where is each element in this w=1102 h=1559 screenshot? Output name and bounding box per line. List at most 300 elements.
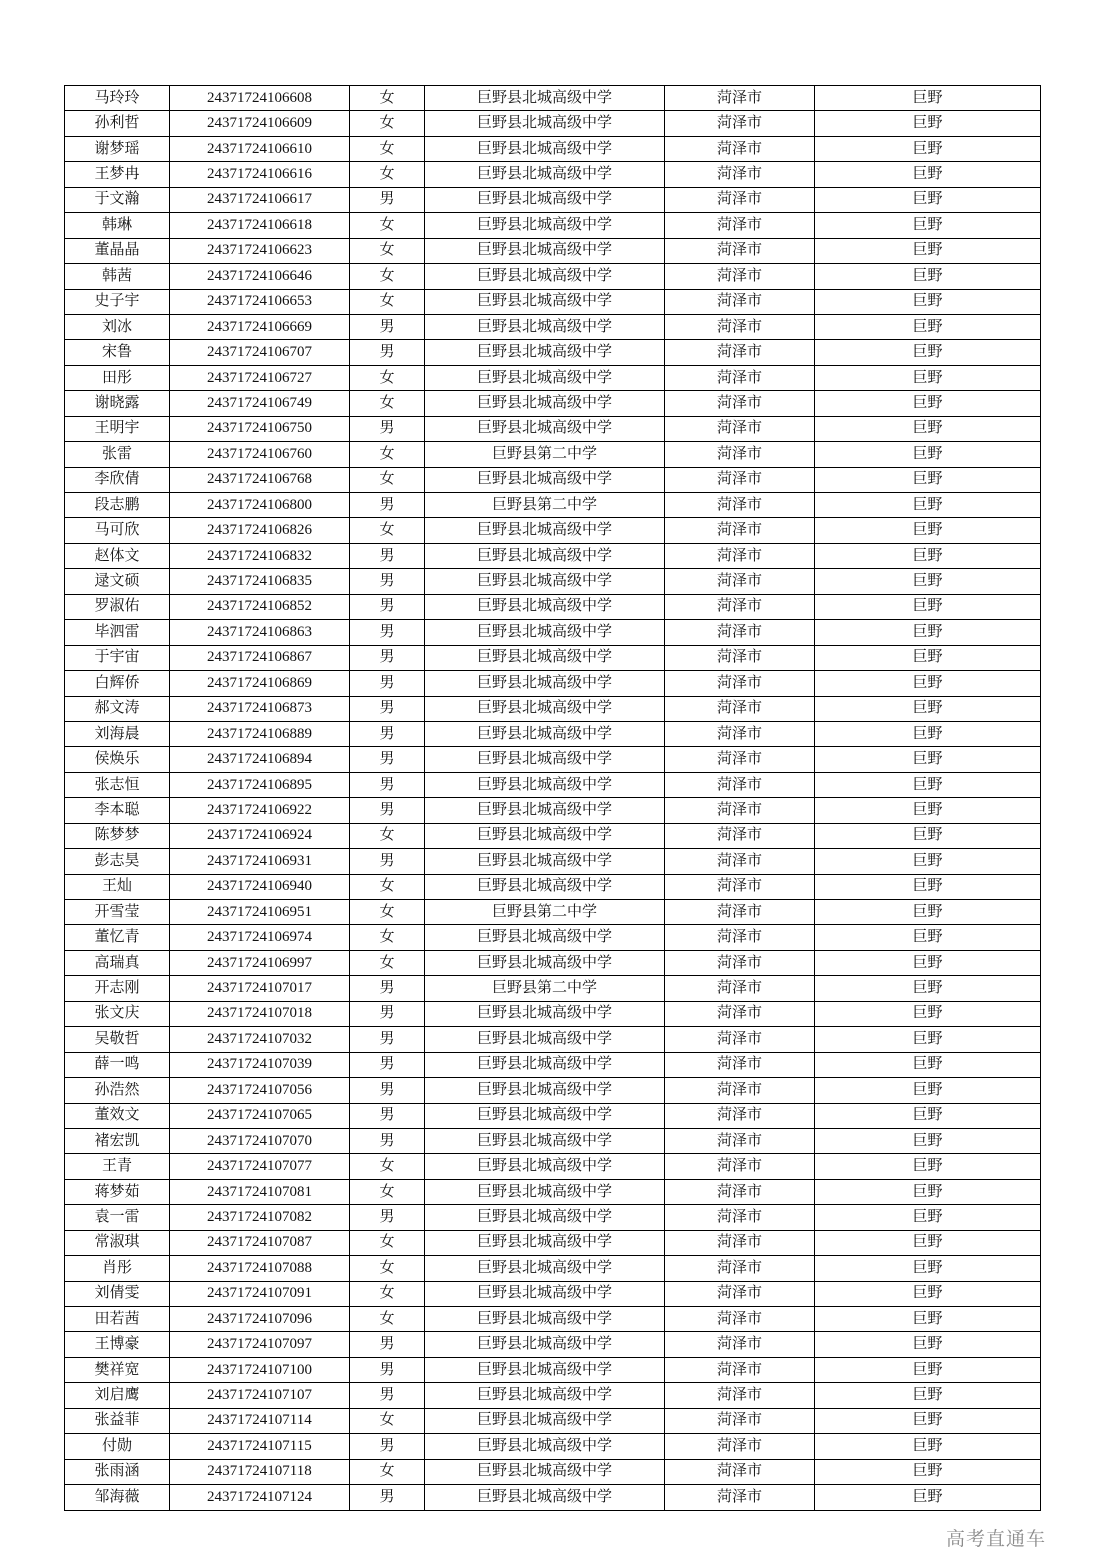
cell-gender: 女 [350,264,425,289]
cell-city: 菏泽市 [665,1103,815,1128]
cell-city: 菏泽市 [665,365,815,390]
cell-school: 巨野县北城高级中学 [425,467,665,492]
cell-school: 巨野县北城高级中学 [425,772,665,797]
cell-city: 菏泽市 [665,1307,815,1332]
cell-exam_number: 24371724106800 [170,493,350,518]
cell-county: 巨野 [815,111,1041,136]
cell-city: 菏泽市 [665,1332,815,1357]
cell-city: 菏泽市 [665,289,815,314]
cell-school: 巨野县北城高级中学 [425,1383,665,1408]
cell-county: 巨野 [815,213,1041,238]
cell-exam_number: 24371724107097 [170,1332,350,1357]
cell-gender: 女 [350,391,425,416]
cell-school: 巨野县北城高级中学 [425,391,665,416]
cell-city: 菏泽市 [665,696,815,721]
cell-exam_number: 24371724106895 [170,772,350,797]
cell-school: 巨野县第二中学 [425,442,665,467]
cell-gender: 男 [350,1383,425,1408]
cell-city: 菏泽市 [665,1154,815,1179]
cell-exam_number: 24371724107070 [170,1128,350,1153]
cell-exam_number: 24371724107017 [170,976,350,1001]
table-row [65,86,1041,111]
cell-gender: 男 [350,976,425,1001]
cell-county: 巨野 [815,1408,1041,1433]
cell-gender: 女 [350,365,425,390]
cell-county: 巨野 [815,1205,1041,1230]
table-row [65,620,1041,645]
cell-school: 巨野县北城高级中学 [425,594,665,619]
cell-name: 邹海薇 [65,1485,170,1511]
cell-county: 巨野 [815,365,1041,390]
cell-city: 菏泽市 [665,620,815,645]
cell-exam_number: 24371724107118 [170,1459,350,1484]
table-row [65,1205,1041,1230]
cell-name: 宋鲁 [65,340,170,365]
cell-school: 巨野县北城高级中学 [425,340,665,365]
cell-school: 巨野县北城高级中学 [425,823,665,848]
cell-city: 菏泽市 [665,721,815,746]
cell-name: 刘启鹰 [65,1383,170,1408]
cell-name: 袁一雷 [65,1205,170,1230]
cell-gender: 女 [350,874,425,899]
cell-school: 巨野县北城高级中学 [425,950,665,975]
cell-name: 于文瀚 [65,187,170,212]
cell-county: 巨野 [815,238,1041,263]
cell-school: 巨野县北城高级中学 [425,1434,665,1459]
table-row [65,696,1041,721]
cell-school: 巨野县北城高级中学 [425,162,665,187]
cell-exam_number: 24371724106707 [170,340,350,365]
cell-city: 菏泽市 [665,798,815,823]
cell-gender: 男 [350,340,425,365]
cell-school: 巨野县北城高级中学 [425,314,665,339]
table-row [65,1027,1041,1052]
cell-school: 巨野县北城高级中学 [425,111,665,136]
cell-gender: 男 [350,594,425,619]
cell-city: 菏泽市 [665,543,815,568]
cell-gender: 男 [350,187,425,212]
cell-city: 菏泽市 [665,213,815,238]
cell-name: 逯文硕 [65,569,170,594]
cell-county: 巨野 [815,925,1041,950]
cell-exam_number: 24371724107096 [170,1307,350,1332]
cell-county: 巨野 [815,1332,1041,1357]
cell-exam_number: 24371724106931 [170,849,350,874]
cell-school: 巨野县北城高级中学 [425,1459,665,1484]
cell-exam_number: 24371724106609 [170,111,350,136]
cell-name: 张雨涵 [65,1459,170,1484]
cell-county: 巨野 [815,1256,1041,1281]
cell-county: 巨野 [815,823,1041,848]
cell-gender: 男 [350,1434,425,1459]
table-row [65,747,1041,772]
table-row [65,772,1041,797]
cell-gender: 女 [350,238,425,263]
cell-county: 巨野 [815,874,1041,899]
table-row [65,1408,1041,1433]
cell-city: 菏泽市 [665,1434,815,1459]
cell-exam_number: 24371724106760 [170,442,350,467]
cell-county: 巨野 [815,772,1041,797]
cell-school: 巨野县北城高级中学 [425,1408,665,1433]
cell-city: 菏泽市 [665,86,815,111]
table-row [65,187,1041,212]
table-row [65,1459,1041,1484]
cell-exam_number: 24371724106974 [170,925,350,950]
table-row [65,1332,1041,1357]
cell-gender: 男 [350,1001,425,1026]
cell-school: 巨野县北城高级中学 [425,849,665,874]
cell-name: 蒋梦茹 [65,1179,170,1204]
cell-city: 菏泽市 [665,136,815,161]
cell-gender: 女 [350,213,425,238]
table-row [65,645,1041,670]
table-row [65,340,1041,365]
table-row [65,238,1041,263]
table-row [65,1103,1041,1128]
table-row [65,213,1041,238]
cell-name: 李欣倩 [65,467,170,492]
cell-gender: 男 [350,1205,425,1230]
cell-city: 菏泽市 [665,594,815,619]
table-row [65,136,1041,161]
cell-gender: 女 [350,900,425,925]
cell-exam_number: 24371724106873 [170,696,350,721]
cell-gender: 男 [350,645,425,670]
cell-gender: 女 [350,950,425,975]
cell-gender: 女 [350,136,425,161]
cell-city: 菏泽市 [665,1027,815,1052]
cell-exam_number: 24371724106608 [170,86,350,111]
cell-exam_number: 24371724106768 [170,467,350,492]
cell-county: 巨野 [815,1383,1041,1408]
cell-gender: 男 [350,1128,425,1153]
cell-school: 巨野县北城高级中学 [425,696,665,721]
cell-exam_number: 24371724106750 [170,416,350,441]
cell-city: 菏泽市 [665,1383,815,1408]
cell-name: 罗淑佑 [65,594,170,619]
cell-gender: 男 [350,1052,425,1077]
cell-school: 巨野县北城高级中学 [425,264,665,289]
table-row [65,1256,1041,1281]
cell-name: 常淑琪 [65,1230,170,1255]
cell-exam_number: 24371724106867 [170,645,350,670]
cell-name: 张益菲 [65,1408,170,1433]
cell-school: 巨野县北城高级中学 [425,1001,665,1026]
cell-exam_number: 24371724106997 [170,950,350,975]
cell-gender: 女 [350,1256,425,1281]
cell-exam_number: 24371724106835 [170,569,350,594]
cell-exam_number: 24371724106618 [170,213,350,238]
cell-county: 巨野 [815,798,1041,823]
cell-name: 史子宇 [65,289,170,314]
cell-school: 巨野县北城高级中学 [425,365,665,390]
cell-city: 菏泽市 [665,238,815,263]
cell-school: 巨野县第二中学 [425,900,665,925]
table-row [65,1434,1041,1459]
table-row [65,925,1041,950]
cell-name: 王梦冉 [65,162,170,187]
table-row [65,493,1041,518]
cell-name: 刘海晨 [65,721,170,746]
cell-city: 菏泽市 [665,1179,815,1204]
cell-school: 巨野县北城高级中学 [425,543,665,568]
cell-exam_number: 24371724106894 [170,747,350,772]
table-row [65,1154,1041,1179]
cell-county: 巨野 [815,1230,1041,1255]
cell-county: 巨野 [815,721,1041,746]
cell-city: 菏泽市 [665,1281,815,1306]
cell-county: 巨野 [815,671,1041,696]
cell-gender: 女 [350,162,425,187]
cell-county: 巨野 [815,849,1041,874]
cell-city: 菏泽市 [665,442,815,467]
table-row [65,1307,1041,1332]
cell-county: 巨野 [815,289,1041,314]
cell-school: 巨野县北城高级中学 [425,1332,665,1357]
table-row [65,543,1041,568]
cell-exam_number: 24371724106623 [170,238,350,263]
cell-school: 巨野县北城高级中学 [425,721,665,746]
cell-exam_number: 24371724107124 [170,1485,350,1511]
cell-city: 菏泽市 [665,162,815,187]
cell-exam_number: 24371724106951 [170,900,350,925]
cell-school: 巨野县北城高级中学 [425,1027,665,1052]
cell-exam_number: 24371724107088 [170,1256,350,1281]
cell-name: 陈梦梦 [65,823,170,848]
cell-name: 谢梦瑶 [65,136,170,161]
table-row [65,264,1041,289]
table-row [65,849,1041,874]
cell-city: 菏泽市 [665,1357,815,1382]
cell-school: 巨野县北城高级中学 [425,213,665,238]
table-row [65,1281,1041,1306]
cell-county: 巨野 [815,569,1041,594]
cell-school: 巨野县北城高级中学 [425,416,665,441]
cell-exam_number: 24371724106616 [170,162,350,187]
table-row [65,874,1041,899]
cell-city: 菏泽市 [665,671,815,696]
cell-name: 高瑞真 [65,950,170,975]
cell-school: 巨野县北城高级中学 [425,747,665,772]
cell-gender: 男 [350,747,425,772]
table-row [65,518,1041,543]
watermark-text: 高考直通车 [945,1529,1046,1550]
cell-county: 巨野 [815,442,1041,467]
cell-county: 巨野 [815,314,1041,339]
table-row [65,671,1041,696]
cell-gender: 男 [350,543,425,568]
cell-city: 菏泽市 [665,1052,815,1077]
cell-city: 菏泽市 [665,518,815,543]
cell-county: 巨野 [815,1434,1041,1459]
cell-name: 张雷 [65,442,170,467]
cell-exam_number: 24371724106832 [170,543,350,568]
cell-school: 巨野县北城高级中学 [425,620,665,645]
table-row [65,950,1041,975]
cell-name: 马可欣 [65,518,170,543]
cell-name: 董效文 [65,1103,170,1128]
cell-gender: 男 [350,671,425,696]
cell-county: 巨野 [815,518,1041,543]
cell-county: 巨野 [815,136,1041,161]
cell-school: 巨野县北城高级中学 [425,238,665,263]
cell-name: 郝文涛 [65,696,170,721]
cell-gender: 女 [350,111,425,136]
table-row [65,1052,1041,1077]
cell-city: 菏泽市 [665,1230,815,1255]
cell-city: 菏泽市 [665,569,815,594]
cell-exam_number: 24371724107087 [170,1230,350,1255]
table-row [65,1357,1041,1382]
cell-school: 巨野县北城高级中学 [425,1052,665,1077]
cell-city: 菏泽市 [665,1001,815,1026]
cell-gender: 女 [350,1307,425,1332]
cell-city: 菏泽市 [665,1485,815,1511]
table-row [65,1230,1041,1255]
cell-exam_number: 24371724106727 [170,365,350,390]
cell-name: 白辉侨 [65,671,170,696]
cell-school: 巨野县北城高级中学 [425,925,665,950]
cell-city: 菏泽市 [665,391,815,416]
cell-name: 薛一鸣 [65,1052,170,1077]
cell-city: 菏泽市 [665,1256,815,1281]
cell-name: 田若茜 [65,1307,170,1332]
cell-county: 巨野 [815,1179,1041,1204]
cell-school: 巨野县北城高级中学 [425,1281,665,1306]
cell-school: 巨野县北城高级中学 [425,569,665,594]
cell-county: 巨野 [815,1078,1041,1103]
table-row [65,976,1041,1001]
cell-gender: 男 [350,620,425,645]
cell-name: 于宇宙 [65,645,170,670]
cell-name: 刘倩雯 [65,1281,170,1306]
cell-name: 付勋 [65,1434,170,1459]
cell-gender: 男 [350,569,425,594]
cell-exam_number: 24371724107081 [170,1179,350,1204]
cell-name: 张文庆 [65,1001,170,1026]
cell-county: 巨野 [815,86,1041,111]
cell-exam_number: 24371724106852 [170,594,350,619]
cell-county: 巨野 [815,467,1041,492]
student-table-body [65,86,1041,1511]
cell-exam_number: 24371724106889 [170,721,350,746]
cell-city: 菏泽市 [665,1459,815,1484]
table-row [65,1179,1041,1204]
cell-city: 菏泽市 [665,849,815,874]
table-row [65,314,1041,339]
cell-gender: 女 [350,1459,425,1484]
cell-school: 巨野县北城高级中学 [425,136,665,161]
cell-exam_number: 24371724106669 [170,314,350,339]
cell-exam_number: 24371724107065 [170,1103,350,1128]
cell-name: 赵体文 [65,543,170,568]
cell-school: 巨野县北城高级中学 [425,1205,665,1230]
cell-county: 巨野 [815,1357,1041,1382]
cell-exam_number: 24371724106924 [170,823,350,848]
cell-name: 孙浩然 [65,1078,170,1103]
cell-gender: 女 [350,823,425,848]
cell-gender: 女 [350,1179,425,1204]
cell-exam_number: 24371724106610 [170,136,350,161]
cell-gender: 女 [350,518,425,543]
cell-name: 彭志昊 [65,849,170,874]
cell-name: 王青 [65,1154,170,1179]
cell-county: 巨野 [815,900,1041,925]
cell-gender: 女 [350,442,425,467]
cell-name: 段志鹏 [65,493,170,518]
cell-name: 孙利哲 [65,111,170,136]
cell-name: 王博豪 [65,1332,170,1357]
cell-city: 菏泽市 [665,1078,815,1103]
cell-name: 韩茜 [65,264,170,289]
table-row [65,467,1041,492]
cell-name: 刘冰 [65,314,170,339]
table-row [65,1078,1041,1103]
cell-school: 巨野县北城高级中学 [425,518,665,543]
cell-school: 巨野县北城高级中学 [425,187,665,212]
cell-exam_number: 24371724107077 [170,1154,350,1179]
cell-county: 巨野 [815,976,1041,1001]
cell-exam_number: 24371724106749 [170,391,350,416]
cell-city: 菏泽市 [665,823,815,848]
cell-city: 菏泽市 [665,493,815,518]
cell-county: 巨野 [815,391,1041,416]
cell-exam_number: 24371724106940 [170,874,350,899]
cell-gender: 男 [350,1103,425,1128]
cell-exam_number: 24371724106863 [170,620,350,645]
cell-gender: 女 [350,925,425,950]
cell-school: 巨野县北城高级中学 [425,671,665,696]
cell-gender: 男 [350,493,425,518]
cell-gender: 男 [350,1027,425,1052]
cell-name: 韩琳 [65,213,170,238]
cell-county: 巨野 [815,747,1041,772]
cell-school: 巨野县北城高级中学 [425,1307,665,1332]
table-row [65,111,1041,136]
cell-exam_number: 24371724106922 [170,798,350,823]
cell-city: 菏泽市 [665,416,815,441]
cell-county: 巨野 [815,162,1041,187]
cell-county: 巨野 [815,416,1041,441]
cell-exam_number: 24371724107032 [170,1027,350,1052]
cell-school: 巨野县北城高级中学 [425,798,665,823]
cell-gender: 男 [350,772,425,797]
cell-city: 菏泽市 [665,1408,815,1433]
cell-name: 吴敬哲 [65,1027,170,1052]
table-row [65,823,1041,848]
table-row [65,289,1041,314]
cell-exam_number: 24371724107107 [170,1383,350,1408]
cell-school: 巨野县北城高级中学 [425,1230,665,1255]
cell-name: 李本聪 [65,798,170,823]
cell-exam_number: 24371724107100 [170,1357,350,1382]
cell-name: 肖彤 [65,1256,170,1281]
cell-exam_number: 24371724106826 [170,518,350,543]
table-row [65,365,1041,390]
cell-name: 董晶晶 [65,238,170,263]
cell-gender: 男 [350,798,425,823]
cell-school: 巨野县第二中学 [425,976,665,1001]
cell-exam_number: 24371724107114 [170,1408,350,1433]
cell-county: 巨野 [815,950,1041,975]
cell-school: 巨野县北城高级中学 [425,874,665,899]
cell-gender: 女 [350,1281,425,1306]
table-row [65,442,1041,467]
cell-name: 褚宏凯 [65,1128,170,1153]
cell-exam_number: 24371724107115 [170,1434,350,1459]
table-row [65,798,1041,823]
